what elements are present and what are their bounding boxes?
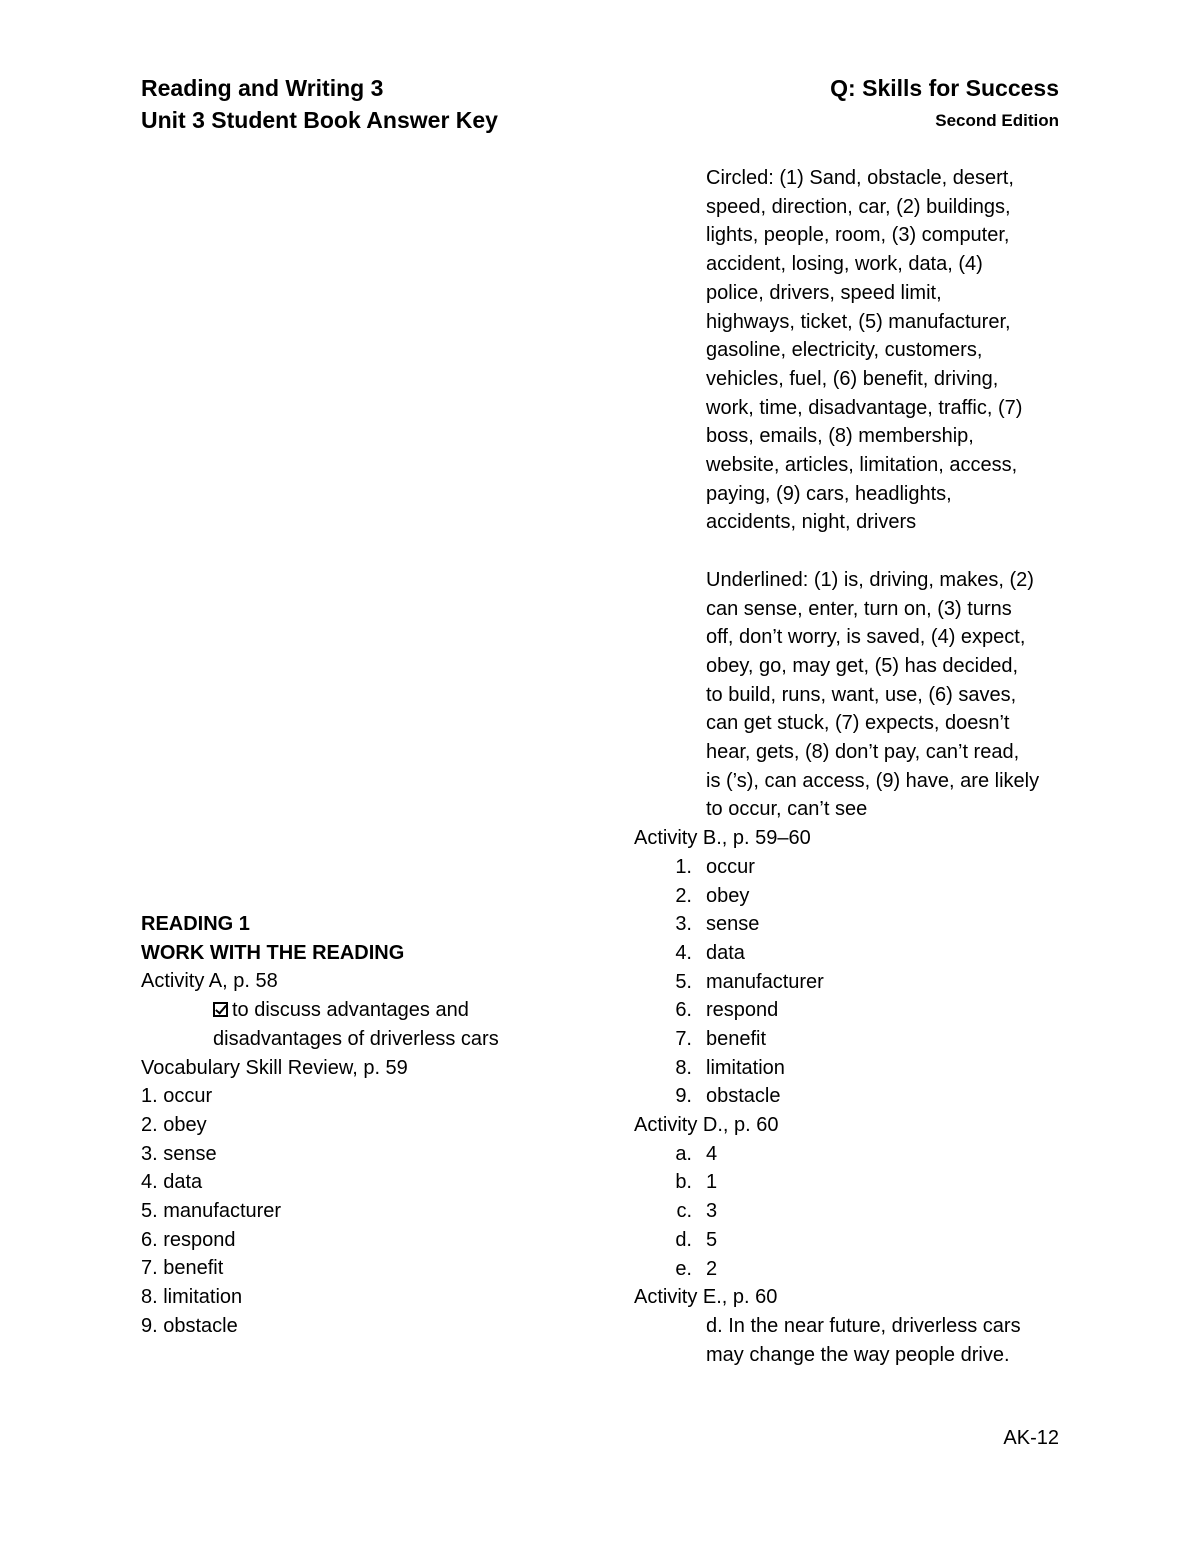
list-item: a. 4 [675, 1142, 718, 1165]
circled-line: boss, emails, (8) membership, [706, 425, 974, 448]
left-column [141, 910, 611, 1341]
underlined-line: can sense, enter, turn on, (3) turns [706, 597, 1012, 620]
circled-line: paying, (9) cars, headlights, [706, 482, 952, 505]
list-item: e. 2 [675, 1257, 718, 1280]
circled-line: lights, people, room, (3) computer, [706, 224, 1010, 247]
header-subtitle: Unit 3 Student Book Answer Key [141, 107, 498, 133]
underlined-line: off, don’t worry, is saved, (4) expect, [706, 626, 1026, 649]
circled-line: highways, ticket, (5) manufacturer, [706, 310, 1011, 333]
circled-line: Circled: (1) Sand, obstacle, desert, [706, 167, 1014, 189]
header-title: Reading and Writing 3 [141, 75, 384, 101]
activity-a-answer [141, 996, 611, 1025]
circled-line: police, drivers, speed limit, [706, 281, 942, 304]
list-item: 4. data [141, 1171, 203, 1194]
list-item: 9. obstacle [141, 1314, 238, 1337]
circled-line: accidents, night, drivers [706, 511, 917, 534]
underlined-line: hear, gets, (8) don’t pay, can’t read, [706, 741, 1020, 764]
list-item: 3. sense [141, 1142, 217, 1165]
list-item: 2. obey [141, 1113, 207, 1136]
list-item: 1. occur [675, 855, 755, 878]
circled-line: vehicles, fuel, (6) benefit, driving, [706, 367, 999, 390]
underlined-line: is (’s), can access, (9) have, are likely [706, 769, 1040, 792]
list-item: 6. respond [141, 1228, 236, 1251]
circled-line: gasoline, electricity, customers, [706, 339, 983, 362]
list-item: 9. obstacle [675, 1085, 781, 1108]
vocab-heading: Vocabulary Skill Review, p. 59 [141, 1056, 408, 1079]
activity-a-heading: Activity A, p. 58 [141, 970, 278, 993]
activity-e-heading: Activity E., p. 60 [634, 1286, 778, 1309]
circled-line: work, time, disadvantage, traffic, (7) [706, 396, 1023, 419]
activity-e-answer: d. In the near future, driverless cars [706, 1314, 1021, 1337]
list-item: d. 5 [675, 1228, 718, 1251]
circled-line: accident, losing, work, data, (4) [706, 253, 983, 276]
vocab-list [141, 1082, 611, 1340]
list-item: c. 3 [676, 1200, 718, 1223]
page-number: AK-12 [1003, 1427, 1059, 1449]
circled-words-answer [634, 164, 1074, 537]
activity-b-list [634, 853, 1074, 1111]
list-item: 5. manufacturer [675, 970, 824, 993]
list-item: b. 1 [675, 1171, 718, 1194]
list-item: 8. limitation [141, 1286, 243, 1309]
activity-d-list [634, 1140, 1074, 1283]
circled-line: speed, direction, car, (2) buildings, [706, 195, 1011, 218]
circled-line: website, articles, limitation, access, [706, 454, 1018, 477]
underlined-words-answer [634, 566, 1074, 824]
list-item: 7. benefit [141, 1257, 224, 1280]
header-edition: Second Edition [935, 111, 1059, 130]
subsection-title: WORK WITH THE READING [141, 941, 405, 964]
header-series-title: Q: Skills for Success [830, 75, 1059, 101]
list-item: 2. obey [675, 884, 750, 907]
activity-e-answer-cont: may change the way people drive. [706, 1343, 1010, 1366]
paragraph-gap [634, 537, 1074, 566]
underlined-line: to occur, can’t see [706, 798, 868, 821]
underlined-line: obey, go, may get, (5) has decided, [706, 654, 1019, 677]
list-item: 1. occur [141, 1085, 213, 1108]
list-item: 5. manufacturer [141, 1200, 282, 1223]
list-item: 4. data [675, 941, 745, 964]
checkbox-checked-icon [213, 1002, 228, 1017]
activity-a-answer-cont: disadvantages of driverless cars [213, 1027, 499, 1050]
list-item: 6. respond [675, 999, 779, 1022]
list-item: 7. benefit [675, 1027, 767, 1050]
underlined-line: can get stuck, (7) expects, doesn’t [706, 712, 1010, 735]
underlined-line: to build, runs, want, use, (6) saves, [706, 683, 1017, 706]
list-item: 8. limitation [675, 1056, 785, 1079]
right-column [634, 164, 1074, 1369]
list-item: 3. sense [675, 913, 760, 936]
activity-d-heading: Activity D., p. 60 [634, 1114, 779, 1137]
underlined-line: Underlined: (1) is, driving, makes, (2) [706, 568, 1034, 591]
activity-a-answer-text: to discuss advantages and [232, 999, 469, 1022]
section-title: READING 1 [141, 913, 250, 935]
activity-b-heading: Activity B., p. 59–60 [634, 827, 811, 850]
